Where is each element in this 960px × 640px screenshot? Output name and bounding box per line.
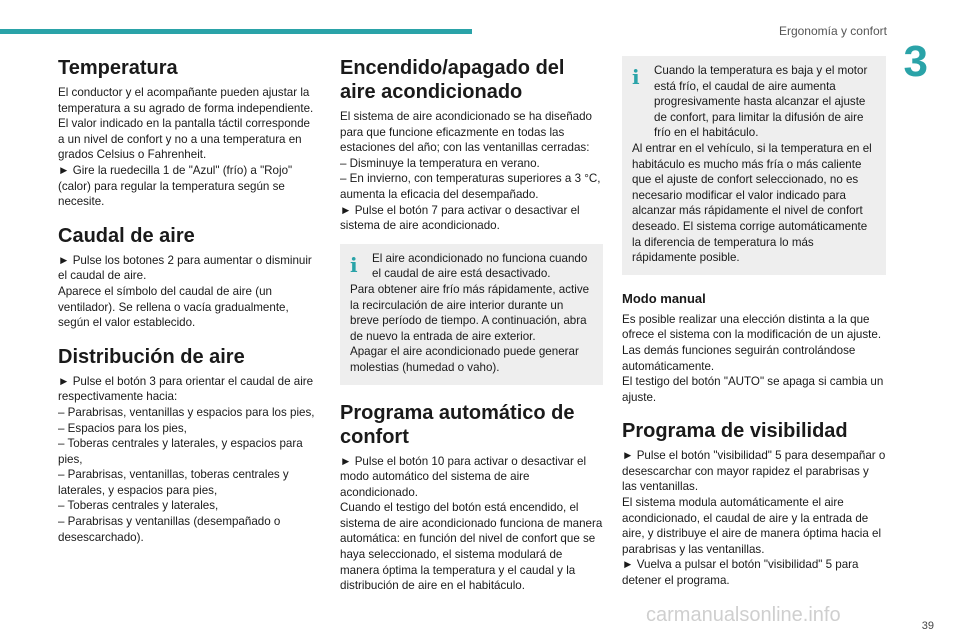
- column-2: [340, 56, 603, 594]
- column-1: [58, 56, 316, 559]
- step-paragraph: ► Pulse los botones 2 para aumentar o disminuir el caudal de aire.: [58, 253, 312, 283]
- list-item: – En invierno, con temperaturas superiores a 3 °C, aumenta la eficacia del desempañado.: [340, 172, 601, 201]
- section-temperatura: [58, 56, 316, 210]
- step-paragraph: ► Pulse el botón "visibilidad" 5 para desempañar o desescarchar con mayor rapidez el parabrisas y las ventanillas.: [622, 449, 886, 494]
- step-paragraph: ► Pulse el botón 3 para orientar el caudal de aire respectivamente hacia:: [58, 374, 314, 404]
- section-distribucion: [58, 345, 316, 546]
- step-paragraph: ► Pulse el botón 7 para activar o desactivar el sistema de aire acondicionado.: [340, 203, 580, 233]
- step-paragraph: ► Vuelva a pulsar el botón "visibilidad" 5 para detener el programa.: [622, 558, 859, 588]
- section-title: Ergonomía y confort: [778, 24, 887, 38]
- heading-caudal: Caudal de aire: [58, 224, 195, 247]
- paragraph: El sistema modula automáticamente el aire acondicionado, el caudal de aire y la entrada de aire, y distribuye el aire de manera óptima hacia el parabrisas y las ventanillas.: [622, 496, 882, 556]
- list-item: – Toberas centrales y laterales, y espacios para pies,: [58, 437, 303, 466]
- section-visibilidad: [622, 419, 886, 588]
- header-accent-bar: [0, 29, 472, 34]
- step-paragraph: ► Gire la ruedecilla 1 de "Azul" (frío) a "Rojo" (calor) para regular la temperatura según se necesite.: [58, 163, 293, 209]
- list-item: – Espacios para los pies,: [58, 421, 187, 435]
- heading-visibilidad: Programa de visibilidad: [622, 420, 848, 443]
- info-text: Al entrar en el vehículo, si la temperatura en el habitáculo es mucho más fría o más caliente que el ajuste de confort seleccionado, no es necesario modificar el valor indicado para alcanzar más rápidamente el nivel de confort deseado. El sistema corrige automáticamente la diferencia de temperatura lo más rápidamente posible.: [632, 141, 872, 265]
- list-item: – Parabrisas y ventanillas (desempañado o desescarchado).: [58, 515, 281, 544]
- paragraph: Es posible realizar una elección distinta a la que ofrece el sistema con la modificación de un ajuste. Las demás funciones seguirán controlándose automáticamente.: [622, 312, 882, 373]
- info-icon: i: [350, 252, 358, 277]
- info-box: [340, 244, 603, 385]
- section-caudal: [58, 224, 316, 331]
- info-text: Para obtener aire frío más rápidamente, active la recirculación de aire interior durante un breve período de tiempo. A continuación, abra de nuevo la entrada de aire exterior.: [350, 282, 590, 343]
- info-icon: i: [632, 65, 640, 89]
- column-3: [622, 56, 886, 589]
- watermark: carmanualsonline.info: [646, 604, 841, 626]
- heading-distribucion: Distribución de aire: [58, 345, 245, 368]
- info-text: Apagar el aire acondicionado puede generar molestias (humedad o vaho).: [350, 345, 579, 374]
- info-lead: El aire acondicionado no funciona cuando el caudal de aire está desactivado.: [372, 251, 588, 281]
- paragraph: Cuando el testigo del botón está encendido, el sistema de aire acondicionado funciona de manera automática: en función del nivel de confort que se haya seleccionado, el sistema modulará de manera óptima la temperatura y el caudal y la distribución de aire en el habitáculo.: [340, 501, 603, 593]
- list-item: – Toberas centrales y laterales,: [58, 499, 219, 513]
- list-item: – Disminuye la temperatura en verano.: [340, 156, 540, 170]
- heading-temperatura: Temperatura: [58, 57, 178, 79]
- heading-modo-manual: Modo manual: [622, 290, 706, 306]
- heading-encendido: Encendido/apagado del aire acondicionado: [340, 57, 565, 103]
- info-lead: Cuando la temperatura es baja y el motor está frío, el caudal de aire aumenta progresivamente hasta alcanzar el ajuste de confort, para limitar la difusión de aire frío en el habitáculo.: [654, 64, 868, 140]
- step-paragraph: ► Pulse el botón 10 para activar o desactivar el modo automático del sistema de aire acondicionado.: [340, 454, 587, 499]
- paragraph: El sistema de aire acondicionado se ha diseñado para que funcione eficazmente en todas las estaciones del año; con las ventanillas cerradas:: [340, 110, 593, 155]
- section-modo-manual: [622, 291, 886, 406]
- paragraph: Aparece el símbolo del caudal de aire (un ventilador). Se rellena o vacía gradualmente, según el valor establecido.: [58, 284, 289, 330]
- list-item: – Parabrisas, ventanillas, toberas centrales y laterales, y espacios para pies,: [58, 468, 289, 497]
- section-programa-confort: [340, 401, 603, 594]
- chapter-number: 3: [903, 37, 928, 86]
- paragraph: El conductor y el acompañante pueden ajustar la temperatura a su agrado de forma independiente. El valor indicado en la pantalla táctil corresponde a un nivel de confort y no a una temperatura en grados Celsius o Fahrenheit.: [58, 86, 314, 162]
- info-box: [622, 56, 886, 275]
- page-number: 39: [921, 620, 934, 632]
- heading-programa-confort: Programa automático de confort: [340, 401, 575, 448]
- section-encendido: [340, 56, 603, 234]
- paragraph: El testigo del botón "AUTO" se apaga si cambia un ajuste.: [622, 375, 884, 404]
- list-item: – Parabrisas, ventanillas y espacios para los pies,: [58, 405, 315, 419]
